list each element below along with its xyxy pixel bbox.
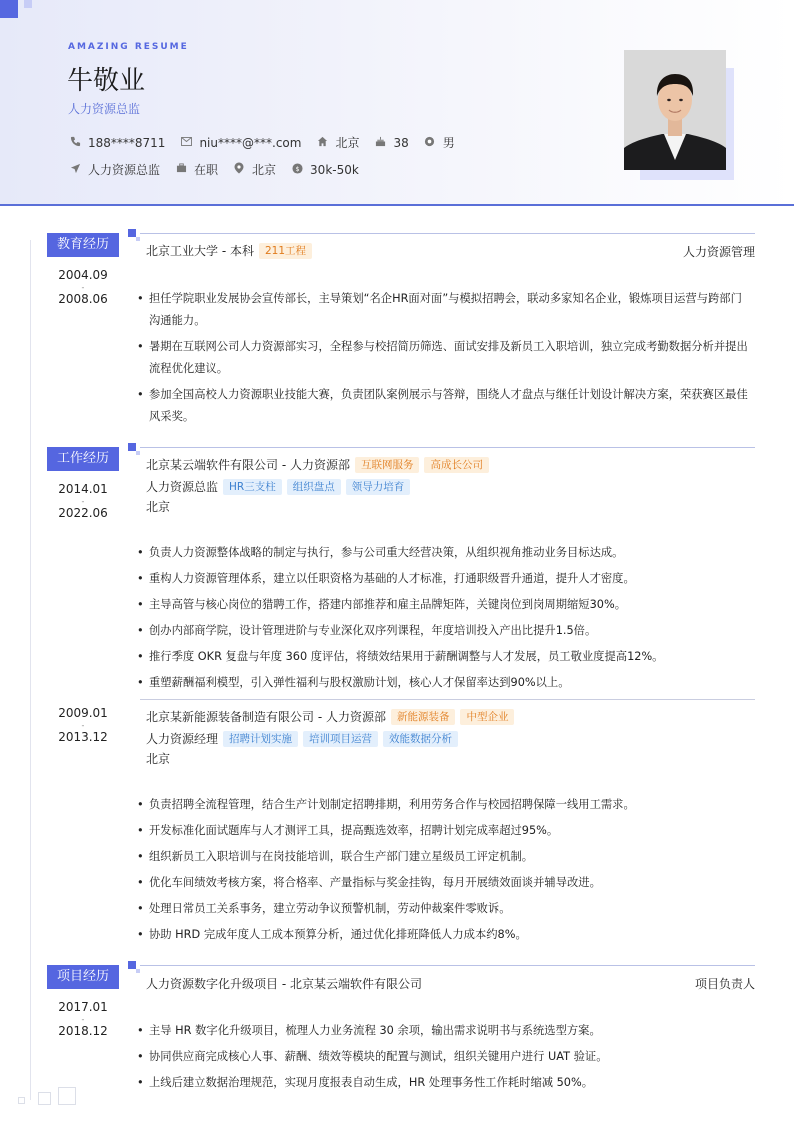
job2-company: 北京某新能源装备制造有限公司 - 人力资源部 bbox=[146, 710, 386, 724]
job2-end-date: 2013.12 bbox=[58, 730, 108, 744]
section-heading-work: 工作经历 bbox=[47, 447, 119, 471]
send-icon bbox=[68, 163, 82, 177]
decor-square bbox=[0, 0, 18, 18]
decor-square-outline bbox=[38, 1092, 51, 1105]
job1-skill-tag: 领导力培育 bbox=[346, 479, 411, 495]
job1-position: 人力资源总监 bbox=[146, 480, 219, 494]
edu-tag: 211工程 bbox=[259, 243, 312, 259]
project-end-date: 2018.12 bbox=[58, 1024, 108, 1038]
list-item: • 参加全国高校人力资源职业技能大赛，负责团队案例展示与答辩，围绕人才盘点与继任计划设计解决方案，荣获赛区最佳风采奖。 bbox=[137, 384, 753, 428]
project-name: 人力资源数字化升级项目 - 北京某云端软件有限公司 bbox=[146, 977, 422, 991]
job2-company-tag: 中型企业 bbox=[460, 709, 514, 725]
job2-company-line bbox=[146, 708, 514, 725]
job1-bullets bbox=[137, 542, 753, 698]
hometown-value: 北京 bbox=[335, 136, 360, 150]
job1-company: 北京某云端软件有限公司 - 人力资源部 bbox=[146, 458, 350, 472]
location-icon bbox=[232, 162, 246, 177]
job1-start-date: 2014.01 bbox=[58, 482, 108, 496]
decor-square-small bbox=[24, 0, 32, 8]
target-city-item bbox=[232, 161, 276, 178]
list-item: • 重塑薪酬福利模型，引入弹性福利与股权激励计划，核心人才保留率达到90%以上。 bbox=[137, 672, 753, 694]
edu-school-line bbox=[146, 242, 312, 259]
job1-company-tag: 高成长公司 bbox=[424, 457, 489, 473]
list-item: • 推行季度 OKR 复盘与年度 360 度评估，将绩效结果用于薪酬调整与人才发展，员工敬业度提高12%。 bbox=[137, 646, 753, 668]
job2-start-date: 2009.01 bbox=[58, 706, 108, 720]
salary-icon bbox=[290, 163, 304, 177]
mail-icon bbox=[179, 137, 193, 149]
job2-bullets bbox=[137, 794, 753, 950]
list-item: • 开发标准化面试题库与人才测评工具，提高甄选效率，招聘计划完成率超过95%。 bbox=[137, 820, 753, 842]
status-item bbox=[174, 161, 218, 178]
salary-value: 30k-50k bbox=[310, 162, 359, 177]
briefcase-icon bbox=[174, 163, 188, 176]
section-marker-small bbox=[136, 237, 140, 241]
date-separator: - bbox=[81, 1015, 85, 1024]
section-rule bbox=[140, 233, 755, 234]
project-role: 项目负责人 bbox=[694, 977, 755, 991]
gender-icon bbox=[423, 136, 437, 150]
list-item: • 重构人力资源管理体系，建立以任职资格为基础的人才标准，打通职级晋升通道，提升人才密度。 bbox=[137, 568, 753, 590]
list-item: • 上线后建立数据治理规范，实现月度报表自动生成，HR 处理事务性工作耗时缩减 50%。 bbox=[137, 1072, 753, 1094]
resume-header bbox=[0, 0, 794, 206]
entry-divider bbox=[140, 699, 755, 700]
phone-value: 188****8711 bbox=[88, 135, 166, 150]
target-position-value: 人力资源总监 bbox=[88, 163, 161, 177]
email-item bbox=[179, 136, 301, 150]
job2-skill-tag: 效能数据分析 bbox=[383, 731, 458, 747]
gender-item bbox=[423, 134, 455, 151]
section-marker-small bbox=[136, 451, 140, 455]
project-name-line bbox=[146, 975, 422, 992]
job1-end-date: 2022.06 bbox=[58, 506, 108, 520]
resume-tagline: AMAZING RESUME bbox=[68, 42, 189, 52]
edu-bullets bbox=[137, 288, 753, 432]
target-city-value: 北京 bbox=[252, 163, 277, 177]
timeline-rail bbox=[30, 240, 31, 1100]
date-separator: - bbox=[81, 721, 85, 730]
list-item: • 主导 HR 数字化升级项目，梳理人力业务流程 30 余项，输出需求说明书与系统选型方案。 bbox=[137, 1020, 753, 1042]
job1-skill-tag: 组织盘点 bbox=[287, 479, 341, 495]
list-item: • 负责人力资源整体战略的制定与执行，参与公司重大经营决策，从组织视角推动业务目标达成。 bbox=[137, 542, 753, 564]
date-separator: - bbox=[81, 497, 85, 506]
date-separator: - bbox=[81, 283, 85, 292]
job1-position-line bbox=[146, 478, 410, 495]
age-item bbox=[373, 136, 408, 150]
list-item: • 负责招聘全流程管理，结合生产计划制定招聘排期，利用劳务合作与校园招聘保障一线用工需求。 bbox=[137, 794, 753, 816]
job2-position-line bbox=[146, 730, 458, 747]
intention-row bbox=[68, 161, 373, 178]
list-item: • 组织新员工入职培训与在岗技能培训，联合生产部门建立星级员工评定机制。 bbox=[137, 846, 753, 868]
phone-item bbox=[68, 136, 165, 150]
section-rule bbox=[140, 447, 755, 448]
section-marker bbox=[128, 443, 136, 451]
target-position-item bbox=[68, 161, 160, 178]
job2-skill-tag: 培训项目运营 bbox=[303, 731, 378, 747]
email-value: niu****@***.com bbox=[199, 135, 302, 150]
decor-square-outline bbox=[58, 1087, 76, 1105]
candidate-name: 牛敬业 bbox=[67, 66, 146, 96]
phone-icon bbox=[68, 136, 82, 150]
edu-school: 北京工业大学 - 本科 bbox=[146, 244, 254, 258]
edu-end-date: 2008.06 bbox=[58, 292, 108, 306]
section-marker bbox=[128, 229, 136, 237]
candidate-photo bbox=[624, 50, 726, 170]
list-item: • 协同供应商完成核心人事、薪酬、绩效等模块的配置与测试，组织关键用户进行 UAT 验证。 bbox=[137, 1046, 753, 1068]
list-item: • 担任学院职业发展协会宣传部长，主导策划“名企HR面对面”与模拟招聘会，联动多家知名企业，锻炼项目运营与跨部门沟通能力。 bbox=[137, 288, 753, 332]
candidate-title: 人力资源总监 bbox=[68, 102, 141, 116]
cake-icon bbox=[373, 136, 387, 150]
home-icon bbox=[315, 136, 329, 150]
job2-location: 北京 bbox=[146, 752, 171, 766]
list-item: • 协助 HRD 完成年度人工成本预算分析，通过优化排班降低人力成本约8%。 bbox=[137, 924, 753, 946]
job1-company-line bbox=[146, 456, 489, 473]
svg-text:$: $ bbox=[295, 164, 300, 173]
list-item: • 处理日常员工关系事务，建立劳动争议预警机制，劳动仲裁案件零败诉。 bbox=[137, 898, 753, 920]
hometown-item bbox=[315, 134, 359, 151]
list-item: • 主导高管与核心岗位的猎聘工作，搭建内部推荐和雇主品牌矩阵，关键岗位到岗周期缩短30%。 bbox=[137, 594, 753, 616]
job2-skill-tag: 招聘计划实施 bbox=[223, 731, 298, 747]
section-marker bbox=[128, 961, 136, 969]
list-item: • 创办内部商学院，设计管理进阶与专业深化双序列课程，年度培训投入产出比提升1.5倍。 bbox=[137, 620, 753, 642]
section-heading-projects: 项目经历 bbox=[47, 965, 119, 989]
job2-position: 人力资源经理 bbox=[146, 732, 219, 746]
contact-row bbox=[68, 134, 469, 151]
section-rule bbox=[140, 965, 755, 966]
list-item: • 优化车间绩效考核方案，将合格率、产量指标与奖金挂钩，每月开展绩效面谈并辅导改进。 bbox=[137, 872, 753, 894]
edu-major: 人力资源管理 bbox=[682, 245, 755, 259]
section-heading-education: 教育经历 bbox=[47, 233, 119, 257]
job1-company-tag: 互联网服务 bbox=[355, 457, 420, 473]
project-bullets bbox=[137, 1020, 753, 1098]
project-start-date: 2017.01 bbox=[58, 1000, 108, 1014]
job2-company-tag: 新能源装备 bbox=[391, 709, 456, 725]
status-value: 在职 bbox=[194, 163, 219, 177]
edu-start-date: 2004.09 bbox=[58, 268, 108, 282]
salary-item bbox=[290, 163, 359, 177]
decor-square-outline bbox=[18, 1097, 25, 1104]
age-value: 38 bbox=[393, 135, 409, 150]
job1-skill-tag: HR三支柱 bbox=[223, 479, 282, 495]
section-marker-small bbox=[136, 969, 140, 973]
gender-value: 男 bbox=[442, 136, 455, 150]
job1-location: 北京 bbox=[146, 500, 171, 514]
list-item: • 暑期在互联网公司人力资源部实习，全程参与校招简历筛选、面试安排及新员工入职培训，独立完成考勤数据分析并提出流程优化建议。 bbox=[137, 336, 753, 380]
